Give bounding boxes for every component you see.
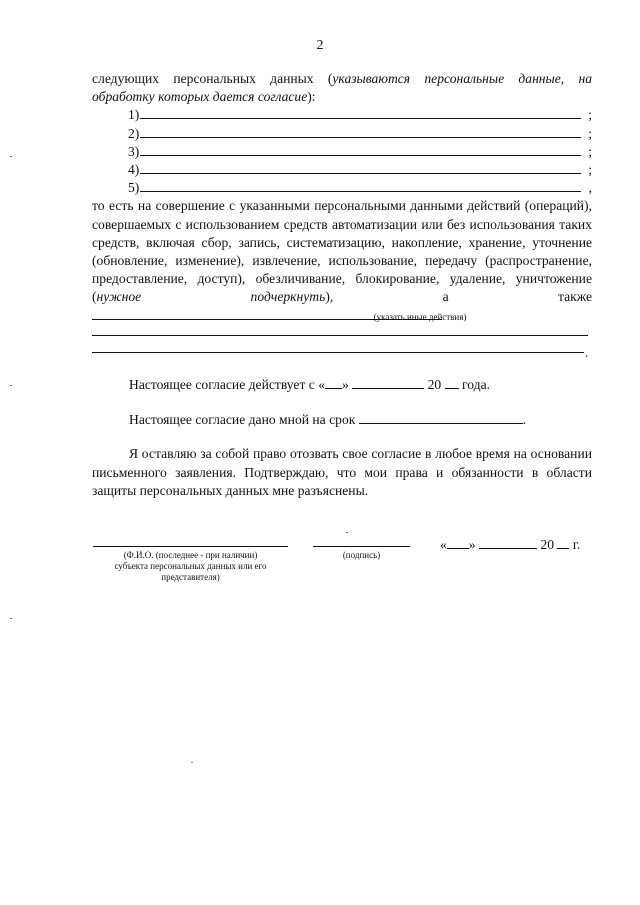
item-end: ;	[588, 107, 592, 123]
date-month-field[interactable]	[479, 536, 537, 549]
signature-caption: (подпись)	[342, 550, 381, 560]
revoke-statement	[92, 445, 592, 501]
scan-mark	[346, 532, 348, 533]
revoke-text: Я оставляю за собой право отозвать свое согласие в любое время на основании письменного заявления. Подтверждаю, что мои права и обязанности в области защиты персональных данных мне разъяснены.	[92, 446, 592, 498]
term-field[interactable]	[359, 411, 523, 424]
scan-mark	[10, 618, 12, 619]
item-end: ;	[588, 143, 592, 159]
date-year-prefix: 20	[540, 537, 554, 552]
date-open: «	[440, 537, 447, 552]
data-item-line-2[interactable]	[128, 125, 592, 143]
fill-rule[interactable]	[140, 161, 581, 174]
blank-line-2[interactable]	[92, 352, 584, 353]
scan-mark	[191, 762, 193, 763]
item-label: 1)	[128, 107, 140, 123]
date-year-field[interactable]	[557, 536, 569, 549]
item-label: 2)	[128, 125, 140, 141]
item-label: 4)	[128, 161, 140, 177]
item-end: ;	[588, 161, 592, 177]
validity-month-field[interactable]	[352, 376, 424, 389]
signature-date	[440, 536, 580, 553]
fio-caption-line-2: субъекта персональных данных или его	[114, 561, 267, 571]
other-actions-caption: (указать иные действия)	[373, 312, 467, 322]
data-item-line-3[interactable]	[128, 143, 592, 161]
validity-mid: »	[342, 377, 349, 392]
blank-line-1[interactable]	[92, 335, 588, 336]
fill-rule[interactable]	[140, 106, 581, 119]
page-number: 2	[316, 38, 324, 53]
blank-line-end: .	[585, 345, 589, 360]
item-end: ,	[588, 180, 592, 196]
fill-rule[interactable]	[140, 125, 581, 138]
scan-mark	[10, 156, 12, 157]
fill-rule[interactable]	[140, 143, 581, 156]
date-close: »	[468, 537, 476, 552]
validity-lead: Настоящее согласие действует с «	[129, 377, 326, 392]
scan-mark	[10, 385, 12, 386]
term-statement	[92, 411, 592, 430]
actions-italic: нужное подчеркнуть	[96, 289, 326, 305]
term-tail: .	[522, 412, 527, 427]
item-label: 3)	[128, 143, 140, 159]
intro-tail: ):	[307, 89, 316, 105]
actions-tail: ), а также	[325, 289, 592, 305]
fio-line[interactable]	[93, 546, 288, 547]
intro-lead: следующих персональных данных (	[92, 71, 333, 86]
consent-body	[92, 70, 592, 325]
signature-line[interactable]	[313, 546, 410, 547]
fio-caption-line-1: (Ф.И.О. (последнее - при наличии)	[123, 550, 258, 560]
validity-statement	[92, 376, 592, 395]
validity-day-field[interactable]	[325, 376, 342, 389]
data-item-line-4[interactable]	[128, 161, 592, 179]
validity-tail: года.	[462, 377, 491, 392]
data-item-line-5[interactable]	[128, 179, 592, 197]
data-item-line-1[interactable]	[128, 106, 592, 124]
date-year-suffix: г.	[572, 537, 581, 552]
term-lead: Настоящее согласие дано мной на срок	[129, 412, 356, 427]
intro-italic: указываются персональные данные, на обработку которых дается согласие	[92, 71, 592, 105]
fio-caption	[93, 550, 288, 583]
validity-year-prefix: 20	[427, 377, 442, 392]
item-end: ;	[588, 125, 592, 141]
item-label: 5)	[128, 180, 140, 196]
actions-text: то есть на совершение с указанными персональными данными действий (операций), совершаемых с использованием средств автоматизации или без использования таких средств, включая сбор, запись, систематизацию, накопление, хранение, уточнение (обновление, изменение), извлечение, использование, передачу (распространение, предоставление, доступ), обезличивание, блокирование, удаление, уничтожение (	[92, 198, 592, 305]
fill-rule[interactable]	[140, 179, 581, 192]
intro-paragraph	[92, 70, 592, 106]
date-day-field[interactable]	[447, 536, 469, 549]
actions-paragraph	[92, 197, 592, 324]
validity-year-field[interactable]	[445, 376, 459, 389]
fio-caption-line-3: представителя)	[161, 572, 220, 582]
